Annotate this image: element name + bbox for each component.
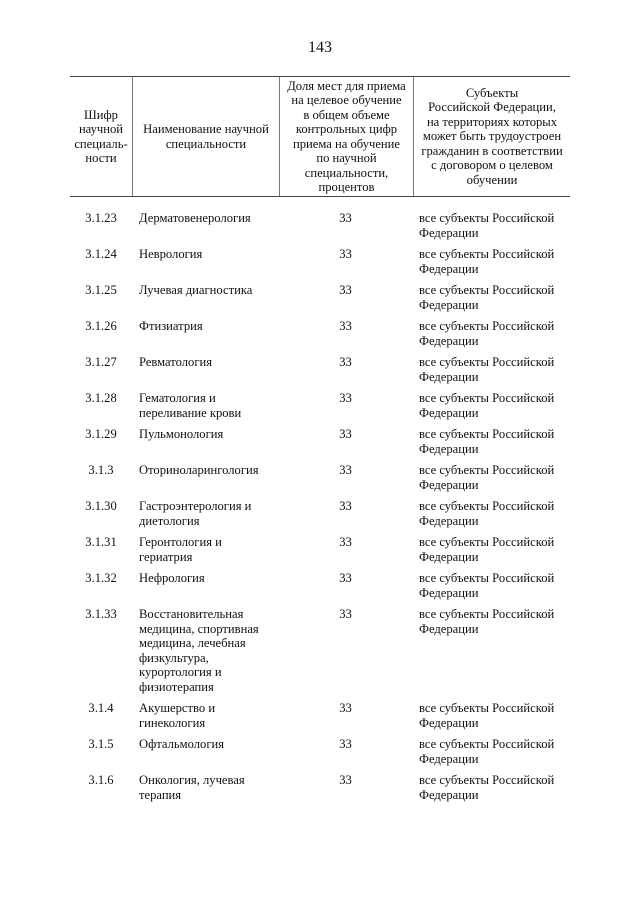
- subjects-cell: все субъекты Российской Федерации: [419, 535, 555, 564]
- table-row: [70, 535, 570, 571]
- specialty-code: 3.1.23: [85, 211, 117, 225]
- target-share-value: 33: [339, 463, 352, 477]
- specialty-code: 3.1.31: [85, 535, 117, 549]
- target-share-value: 33: [339, 499, 352, 513]
- target-share-value: 33: [339, 701, 352, 715]
- target-share-value: 33: [339, 355, 352, 369]
- table-row: [70, 737, 570, 773]
- specialty-code: 3.1.25: [85, 283, 117, 297]
- subjects-cell: все субъекты Российской Федерации: [419, 499, 555, 528]
- specialty-name: Офтальмология: [139, 737, 225, 751]
- table-body: [70, 211, 570, 809]
- target-share-value: 33: [339, 391, 352, 405]
- table-row: [70, 319, 570, 355]
- subjects-cell: все субъекты Российской Федерации: [419, 737, 555, 766]
- subjects-cell: все субъекты Российской Федерации: [419, 211, 555, 240]
- table-row: [70, 463, 570, 499]
- specialty-code: 3.1.5: [88, 737, 114, 751]
- target-share-value: 33: [339, 211, 352, 225]
- subjects-cell: все субъекты Российской Федерации: [419, 607, 555, 636]
- subjects-cell: все субъекты Российской Федерации: [419, 571, 555, 600]
- table-row: [70, 427, 570, 463]
- subjects-cell: все субъекты Российской Федерации: [419, 319, 555, 348]
- specialty-code: 3.1.28: [85, 391, 117, 405]
- specialty-code: 3.1.6: [88, 773, 114, 787]
- specialty-name: Нефрология: [139, 571, 205, 585]
- subjects-cell: все субъекты Российской Федерации: [419, 283, 555, 312]
- specialty-name: Неврология: [139, 247, 203, 261]
- specialty-code: 3.1.27: [85, 355, 117, 369]
- specialty-name: Ревматология: [139, 355, 213, 369]
- subjects-cell: все субъекты Российской Федерации: [419, 355, 555, 384]
- specialty-code: 3.1.30: [85, 499, 117, 513]
- table-row: [70, 571, 570, 607]
- subjects-cell: все субъекты Российской Федерации: [419, 391, 555, 420]
- target-share-value: 33: [339, 737, 352, 751]
- specialty-name: Лучевая диагностика: [139, 283, 253, 297]
- target-share-value: 33: [339, 319, 352, 333]
- subjects-cell: все субъекты Российской Федерации: [419, 463, 555, 492]
- specialty-code: 3.1.33: [85, 607, 117, 621]
- table-header: [70, 76, 570, 197]
- specialty-name: Геронтология и гериатрия: [139, 535, 222, 564]
- header-target-share: Доля мест для приема на целевое обучение в общем объеме контрольных цифр приема на обучение по научной специальности, процентов: [279, 77, 413, 196]
- specialty-name: Пульмонология: [139, 427, 224, 441]
- table-row: [70, 701, 570, 737]
- specialty-code: 3.1.4: [88, 701, 114, 715]
- target-share-value: 33: [339, 571, 352, 585]
- specialty-code: 3.1.32: [85, 571, 117, 585]
- subjects-cell: все субъекты Российской Федерации: [419, 427, 555, 456]
- target-share-value: 33: [339, 773, 352, 787]
- specialty-name: Дерматовенерология: [139, 211, 251, 225]
- table-row: [70, 247, 570, 283]
- table-row: [70, 607, 570, 701]
- specialty-name: Гематология и переливание крови: [139, 391, 242, 420]
- table-row: [70, 283, 570, 319]
- header-code: Шифр научной специаль- ности: [74, 107, 128, 165]
- specialty-code: 3.1.29: [85, 427, 117, 441]
- specialty-code: 3.1.26: [85, 319, 117, 333]
- target-share-value: 33: [339, 247, 352, 261]
- specialty-name: Акушерство и гинекология: [139, 701, 216, 730]
- specialty-name: Гастроэнтерология и диетология: [139, 499, 252, 528]
- specialty-name: Фтизиатрия: [139, 319, 203, 333]
- page-number: 143: [308, 39, 332, 56]
- target-share-value: 33: [339, 427, 352, 441]
- specialty-code: 3.1.24: [85, 247, 117, 261]
- table-row: [70, 499, 570, 535]
- header-subjects: Субъекты Российской Федерации, на территориях которых может быть трудоустроен гражданин в соответствии с договором о целевом обучении: [413, 77, 570, 196]
- target-share-value: 33: [339, 607, 352, 621]
- table-row: [70, 773, 570, 809]
- header-specialty-name: Наименование научной специальности: [132, 77, 279, 196]
- table-row: [70, 211, 570, 247]
- specialty-name: Онкология, лучевая терапия: [139, 773, 245, 802]
- table-row: [70, 355, 570, 391]
- specialty-name: Восстановительная медицина, спортивная медицина, лечебная физкультура, курортология и физиотерапия: [139, 607, 259, 694]
- table-row: [70, 391, 570, 427]
- subjects-cell: все субъекты Российской Федерации: [419, 247, 555, 276]
- specialty-code: 3.1.3: [88, 463, 114, 477]
- subjects-cell: все субъекты Российской Федерации: [419, 701, 555, 730]
- target-share-value: 33: [339, 535, 352, 549]
- target-share-value: 33: [339, 283, 352, 297]
- subjects-cell: все субъекты Российской Федерации: [419, 773, 555, 802]
- specialty-name: Оториноларингология: [139, 463, 259, 477]
